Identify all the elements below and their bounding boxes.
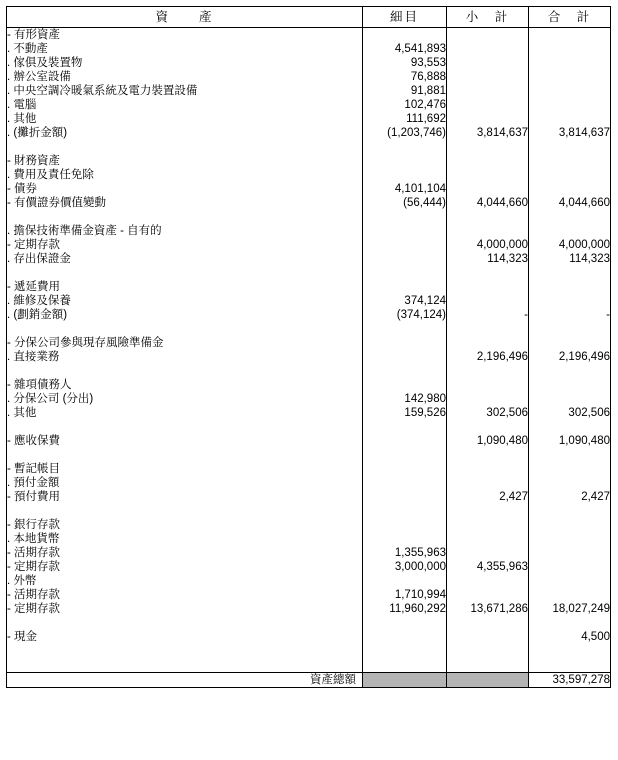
table-row	[7, 42, 611, 56]
table-row	[7, 476, 611, 490]
row-total	[529, 504, 611, 518]
row-detail	[363, 280, 447, 294]
row-detail	[363, 518, 447, 532]
row-detail	[363, 574, 447, 588]
row-total	[529, 294, 611, 308]
table-row	[7, 350, 611, 364]
total-assets-value: 33,597,278	[529, 673, 611, 688]
row-detail	[363, 140, 447, 154]
row-subtotal: 302,506	[447, 406, 529, 420]
row-total	[529, 392, 611, 406]
table-header	[7, 7, 611, 28]
row-detail: 4,101,104	[363, 182, 447, 196]
row-subtotal	[447, 168, 529, 182]
row-total: -	[529, 308, 611, 322]
row-label: - 活期存款	[7, 546, 363, 560]
row-detail	[363, 504, 447, 518]
row-label	[7, 658, 363, 673]
row-subtotal	[447, 462, 529, 476]
row-subtotal	[447, 182, 529, 196]
table-row	[7, 336, 611, 350]
row-label	[7, 322, 363, 336]
row-detail: (374,124)	[363, 308, 447, 322]
row-subtotal	[447, 364, 529, 378]
row-total	[529, 70, 611, 84]
table-spacer-row	[7, 448, 611, 462]
row-total	[529, 448, 611, 462]
table-row	[7, 98, 611, 112]
footer-row	[7, 673, 611, 688]
row-label: . 擔保技術準備金資產 - 自有的	[7, 224, 363, 238]
table-row	[7, 168, 611, 182]
row-detail	[363, 434, 447, 448]
table-row	[7, 238, 611, 252]
row-detail: 1,710,994	[363, 588, 447, 602]
table-row	[7, 602, 611, 616]
row-subtotal	[447, 476, 529, 490]
table-row	[7, 588, 611, 602]
row-total	[529, 336, 611, 350]
row-detail	[363, 154, 447, 168]
row-label: - 應收保費	[7, 434, 363, 448]
row-total	[529, 560, 611, 574]
row-detail	[363, 630, 447, 644]
table-row	[7, 434, 611, 448]
row-label: - 定期存款	[7, 238, 363, 252]
row-label: - 財務資產	[7, 154, 363, 168]
row-label: . (攤折金額)	[7, 126, 363, 140]
table-row	[7, 308, 611, 322]
row-detail: 93,553	[363, 56, 447, 70]
row-detail	[363, 224, 447, 238]
row-detail	[363, 378, 447, 392]
row-subtotal	[447, 98, 529, 112]
row-label: - 有形資產	[7, 28, 363, 43]
row-label	[7, 644, 363, 658]
header-row	[7, 7, 611, 28]
row-subtotal	[447, 56, 529, 70]
table-spacer-row	[7, 420, 611, 434]
row-total: 4,000,000	[529, 238, 611, 252]
row-detail: (1,203,746)	[363, 126, 447, 140]
table-row	[7, 280, 611, 294]
table-row	[7, 546, 611, 560]
table-spacer-row	[7, 504, 611, 518]
row-detail: 3,000,000	[363, 560, 447, 574]
row-total	[529, 574, 611, 588]
row-label: - 遞延費用	[7, 280, 363, 294]
row-subtotal	[447, 140, 529, 154]
row-detail: 11,960,292	[363, 602, 447, 616]
table-row	[7, 154, 611, 168]
row-total	[529, 644, 611, 658]
row-label: - 定期存款	[7, 560, 363, 574]
row-subtotal	[447, 518, 529, 532]
row-subtotal: 3,814,637	[447, 126, 529, 140]
row-total	[529, 420, 611, 434]
row-label: . 外幣	[7, 574, 363, 588]
table-row	[7, 224, 611, 238]
row-total	[529, 532, 611, 546]
column-header-subtotal: 小 計	[447, 7, 529, 28]
row-total	[529, 546, 611, 560]
row-subtotal: 4,000,000	[447, 238, 529, 252]
row-label: . 直接業務	[7, 350, 363, 364]
row-total	[529, 588, 611, 602]
row-label: - 分保公司參與現存風險準備金	[7, 336, 363, 350]
row-subtotal	[447, 210, 529, 224]
row-detail: 102,476	[363, 98, 447, 112]
row-detail	[363, 252, 447, 266]
table-row	[7, 630, 611, 644]
row-detail	[363, 350, 447, 364]
row-subtotal	[447, 322, 529, 336]
row-total	[529, 168, 611, 182]
total-assets-label: 資產總額	[7, 673, 363, 688]
table-row	[7, 518, 611, 532]
row-detail	[363, 490, 447, 504]
row-subtotal	[447, 658, 529, 673]
row-detail	[363, 448, 447, 462]
row-subtotal	[447, 84, 529, 98]
row-total	[529, 28, 611, 43]
row-subtotal	[447, 532, 529, 546]
row-subtotal	[447, 154, 529, 168]
row-total	[529, 658, 611, 673]
row-label: - 雜項債務人	[7, 378, 363, 392]
table-row	[7, 196, 611, 210]
row-label: . 維修及保養	[7, 294, 363, 308]
table-row	[7, 84, 611, 98]
row-total	[529, 322, 611, 336]
table-row	[7, 56, 611, 70]
row-label: . 費用及責任免除	[7, 168, 363, 182]
row-total: 2,427	[529, 490, 611, 504]
row-total	[529, 364, 611, 378]
row-label	[7, 504, 363, 518]
table-row	[7, 112, 611, 126]
table-row	[7, 294, 611, 308]
row-label	[7, 266, 363, 280]
row-label	[7, 364, 363, 378]
row-subtotal	[447, 336, 529, 350]
table-spacer-row	[7, 322, 611, 336]
row-detail	[363, 322, 447, 336]
table-row	[7, 182, 611, 196]
column-header-assets: 資 產	[7, 7, 363, 28]
table-row	[7, 126, 611, 140]
row-detail: 374,124	[363, 294, 447, 308]
row-subtotal	[447, 70, 529, 84]
row-subtotal	[447, 266, 529, 280]
row-subtotal	[447, 378, 529, 392]
row-label: . 其他	[7, 112, 363, 126]
row-detail: 4,541,893	[363, 42, 447, 56]
table-row	[7, 462, 611, 476]
row-label	[7, 448, 363, 462]
table-row	[7, 28, 611, 43]
table-spacer-row	[7, 616, 611, 630]
row-total	[529, 224, 611, 238]
row-label	[7, 420, 363, 434]
row-label: - 債券	[7, 182, 363, 196]
row-subtotal: 13,671,286	[447, 602, 529, 616]
row-label: . 存出保證金	[7, 252, 363, 266]
table-row	[7, 70, 611, 84]
row-detail	[363, 420, 447, 434]
table-spacer-row	[7, 266, 611, 280]
row-total	[529, 84, 611, 98]
row-total	[529, 98, 611, 112]
row-total: 114,323	[529, 252, 611, 266]
row-label: - 預付費用	[7, 490, 363, 504]
row-total	[529, 210, 611, 224]
row-total	[529, 140, 611, 154]
table-row	[7, 574, 611, 588]
table-row	[7, 560, 611, 574]
row-detail	[363, 336, 447, 350]
row-total	[529, 42, 611, 56]
row-label: . 傢俱及裝置物	[7, 56, 363, 70]
row-detail	[363, 658, 447, 673]
row-label	[7, 140, 363, 154]
row-subtotal	[447, 42, 529, 56]
row-label: . 其他	[7, 406, 363, 420]
row-detail	[363, 168, 447, 182]
row-label: . 辦公室設備	[7, 70, 363, 84]
row-total	[529, 112, 611, 126]
row-detail: 111,692	[363, 112, 447, 126]
row-label: - 暫記帳目	[7, 462, 363, 476]
table-spacer-row	[7, 658, 611, 673]
footer-shaded-detail	[363, 673, 447, 688]
row-subtotal	[447, 112, 529, 126]
row-label	[7, 616, 363, 630]
row-label: - 活期存款	[7, 588, 363, 602]
row-detail: 142,980	[363, 392, 447, 406]
row-label: - 現金	[7, 630, 363, 644]
row-total	[529, 616, 611, 630]
row-subtotal	[447, 630, 529, 644]
table-spacer-row	[7, 644, 611, 658]
row-label: . 電腦	[7, 98, 363, 112]
row-label: . 不動產	[7, 42, 363, 56]
row-subtotal	[447, 392, 529, 406]
row-total	[529, 56, 611, 70]
row-subtotal	[447, 546, 529, 560]
row-subtotal: 4,044,660	[447, 196, 529, 210]
row-label: . 分保公司 (分出)	[7, 392, 363, 406]
row-total: 1,090,480	[529, 434, 611, 448]
row-label: . (劃銷金額)	[7, 308, 363, 322]
row-detail: 159,526	[363, 406, 447, 420]
row-subtotal: -	[447, 308, 529, 322]
column-header-total: 合 計	[529, 7, 611, 28]
table-row	[7, 392, 611, 406]
row-total	[529, 378, 611, 392]
table-spacer-row	[7, 210, 611, 224]
table-row	[7, 490, 611, 504]
footer-shaded-subtotal	[447, 673, 529, 688]
row-subtotal	[447, 448, 529, 462]
row-subtotal	[447, 588, 529, 602]
row-detail: 91,881	[363, 84, 447, 98]
row-detail: 1,355,963	[363, 546, 447, 560]
row-detail: (56,444)	[363, 196, 447, 210]
row-label: - 定期存款	[7, 602, 363, 616]
table-body	[7, 28, 611, 673]
row-label: . 預付金額	[7, 476, 363, 490]
row-detail	[363, 238, 447, 252]
row-total	[529, 182, 611, 196]
row-total	[529, 518, 611, 532]
row-subtotal	[447, 574, 529, 588]
row-subtotal	[447, 224, 529, 238]
row-detail	[363, 462, 447, 476]
row-label	[7, 210, 363, 224]
row-detail	[363, 364, 447, 378]
row-total: 18,027,249	[529, 602, 611, 616]
row-detail	[363, 210, 447, 224]
row-total	[529, 266, 611, 280]
row-total	[529, 154, 611, 168]
row-subtotal: 114,323	[447, 252, 529, 266]
row-detail	[363, 532, 447, 546]
row-subtotal: 4,355,963	[447, 560, 529, 574]
row-subtotal	[447, 504, 529, 518]
row-subtotal	[447, 420, 529, 434]
table-spacer-row	[7, 364, 611, 378]
row-total: 4,044,660	[529, 196, 611, 210]
row-subtotal	[447, 280, 529, 294]
assets-table	[6, 6, 611, 688]
row-subtotal: 1,090,480	[447, 434, 529, 448]
row-total: 2,196,496	[529, 350, 611, 364]
row-detail	[363, 266, 447, 280]
row-total	[529, 280, 611, 294]
row-label: . 中央空調冷暖氣系統及電力裝置設備	[7, 84, 363, 98]
row-total: 302,506	[529, 406, 611, 420]
row-subtotal	[447, 294, 529, 308]
row-total	[529, 462, 611, 476]
row-subtotal: 2,196,496	[447, 350, 529, 364]
row-label: - 銀行存款	[7, 518, 363, 532]
table-spacer-row	[7, 140, 611, 154]
column-header-detail: 細目	[363, 7, 447, 28]
table-row	[7, 406, 611, 420]
table-row	[7, 252, 611, 266]
row-total: 4,500	[529, 630, 611, 644]
row-subtotal	[447, 644, 529, 658]
row-detail	[363, 644, 447, 658]
table-footer	[7, 673, 611, 688]
row-detail: 76,888	[363, 70, 447, 84]
table-row	[7, 532, 611, 546]
row-subtotal	[447, 616, 529, 630]
row-detail	[363, 616, 447, 630]
table-row	[7, 378, 611, 392]
row-subtotal: 2,427	[447, 490, 529, 504]
row-total: 3,814,637	[529, 126, 611, 140]
row-total	[529, 476, 611, 490]
row-label: - 有價證券價值變動	[7, 196, 363, 210]
row-subtotal	[447, 28, 529, 43]
row-label: . 本地貨幣	[7, 532, 363, 546]
row-detail	[363, 28, 447, 43]
row-detail	[363, 476, 447, 490]
